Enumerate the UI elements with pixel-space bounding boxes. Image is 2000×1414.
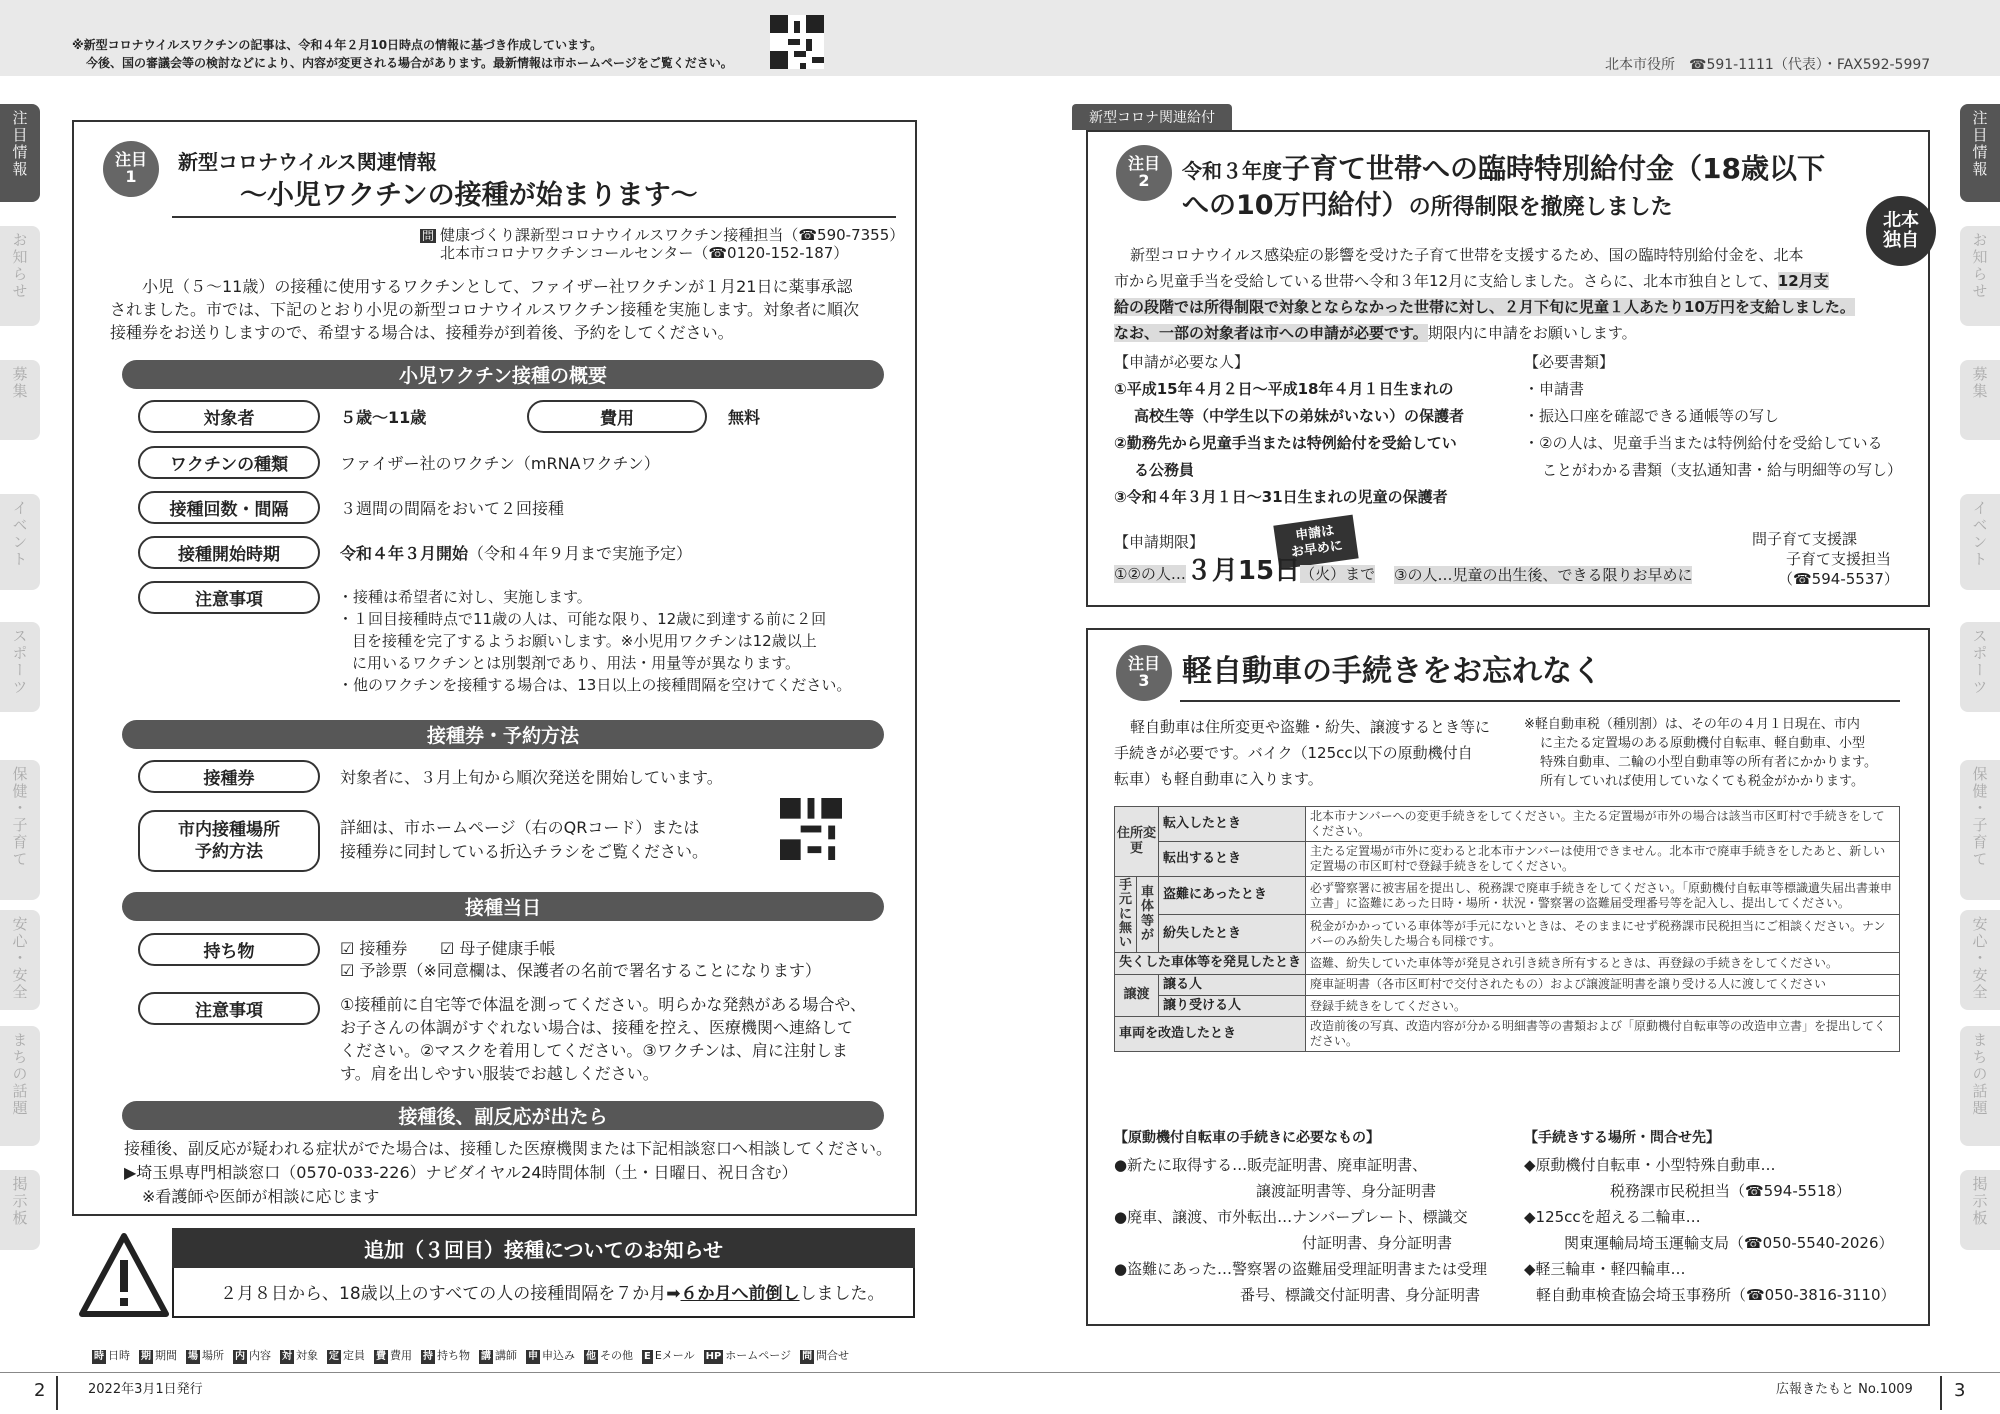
legend-label: 持ち物 xyxy=(437,1349,470,1362)
start-value: 令和４年３月開始（令和４年９月まで実施予定） xyxy=(340,544,693,563)
period-title: 【申請期限】 xyxy=(1114,533,1205,551)
ticket-value: 対象者に、３月上旬から順次発送を開始しています。 xyxy=(340,768,723,787)
legend-label: Eメール xyxy=(654,1349,695,1362)
legend-label: 内容 xyxy=(249,1349,271,1362)
group-header: 車体等が xyxy=(1137,877,1159,953)
tab-right-town[interactable]: まちの話題 xyxy=(1960,1026,2000,1146)
header-contact: 北本市役所 ☎591-1111（代表）・FAX592-5997 xyxy=(1605,57,1931,73)
procedure-table xyxy=(1114,806,1900,1052)
intro-text: 小児（５～11歳）の接種に使用するワクチンとして、ファイザー社ワクチンが１月21日に薬事承認 xyxy=(142,277,853,296)
featured-badge: 注目 1 xyxy=(103,141,159,197)
legend-mark-icon: 時 xyxy=(94,1351,104,1362)
tab-left-featured[interactable]: 注目情報 xyxy=(0,104,40,202)
need2-item: ●廃車、譲渡、市外転出…ナンバープレート、標識交 xyxy=(1114,1208,1468,1226)
contact-line: 北本市コロナワクチンコールセンター（☎0120-152-187） xyxy=(440,244,849,262)
benefit-body: 給の段階では所得制限で対象とならなかった世帯に対し、２月下旬に児童１人あたり10万円を支給しました。 xyxy=(1114,298,1855,316)
caution-text: ・１回目接種時点で11歳の人は、可能な限り、12歳に到達する前に２回 xyxy=(338,610,827,628)
legend-label: 日時 xyxy=(108,1349,130,1362)
booster-title: 追加（３回目）接種についてのお知らせ xyxy=(172,1228,915,1268)
label-pill: 対象者 xyxy=(138,400,320,433)
items-value: ☑ 接種券 xyxy=(340,939,408,958)
row-header: 車両を改造したとき xyxy=(1115,1017,1306,1052)
legend-label: 講師 xyxy=(495,1349,517,1362)
row-cell: 必ず警察署に被害届を提出し、税務課で廃車手続きをしてください。「原動機付自転車等標識遺失届出書兼申立書」に盗難にあった日時・場所・状況・警察署の盗難届受理番号等を記入し、提出してください。 xyxy=(1306,877,1900,915)
legend-item xyxy=(327,1349,365,1364)
page-number-right: 3 xyxy=(1954,1380,1966,1401)
kei-note: 所有していれば使用していなくても税金がかかります。 xyxy=(1540,774,1864,789)
article-title: 軽自動車の手続きをお忘れなく xyxy=(1182,654,1602,689)
row-cell: 盗難、紛失していた車体等が発見され引き続き所有するときは、再登録の手続きをしてください。 xyxy=(1306,953,1900,974)
tab-right-recruit[interactable]: 募集 xyxy=(1960,360,2000,440)
legend-label: 期間 xyxy=(155,1349,177,1362)
tab-left-safety[interactable]: 安心・安全 xyxy=(0,910,40,1010)
after-text: ※看護師や医師が相談に応じます xyxy=(142,1187,380,1206)
caution-text: ・接種は希望者に対し、実施します。 xyxy=(338,588,592,606)
benefit-body: なお、一部の対象者は市への申請が必要です。期限内に申請をお願いします。 xyxy=(1114,324,1637,342)
need2-item: ●盗難にあった…警察署の盗難届受理証明書または受理 xyxy=(1114,1260,1487,1278)
legend-item xyxy=(233,1349,271,1364)
kei-note: ※軽自動車税（種別割）は、その年の４月１日現在、市内 xyxy=(1524,717,1860,732)
section-bar: 小児ワクチン接種の概要 xyxy=(122,360,884,389)
issue-number: 広報きたもと No.1009 xyxy=(1776,1382,1913,1397)
group-header: 住所変更 xyxy=(1115,807,1159,877)
tab-left-health[interactable]: 保健・子育て xyxy=(0,760,40,900)
legend-mark-icon: 他 xyxy=(586,1351,596,1362)
qr-code-icon[interactable] xyxy=(780,798,842,860)
page-number-left: 2 xyxy=(34,1380,46,1401)
row-cell: 改造前後の写真、改造内容が分かる明細書等の書類および「原動機付自転車等の改造申立書」を提出してください。 xyxy=(1306,1017,1900,1052)
intro-text: されました。市では、下記のとおり小児の新型コロナウイルスワクチン接種を実施します。対象者に順次 xyxy=(110,300,859,319)
section-bar: 接種後、副反応が出たら xyxy=(122,1101,884,1130)
icon-legend xyxy=(92,1344,858,1364)
need-item: ③令和４年３月１日～31日生まれの児童の保護者 xyxy=(1114,488,1448,506)
legend-label: 費用 xyxy=(390,1349,412,1362)
row-cell: 北本市ナンバーへの変更手続きをしてください。主たる定置場が市外の場合は該当市区町村で手続きをしてください。 xyxy=(1306,807,1900,842)
legend-item xyxy=(800,1349,849,1364)
booster-text: ２月８日から、18歳以上のすべての人の接種間隔を７か月➡６か月へ前倒ししました。 xyxy=(220,1284,885,1304)
vaccine-value: ファイザー社のワクチン（mRNAワクチン） xyxy=(340,454,660,473)
legend-item xyxy=(704,1349,791,1364)
section-bar: 接種券・予約方法 xyxy=(122,720,884,749)
place-item: 税務課市民税担当（☎594-5518） xyxy=(1610,1182,1851,1200)
table-row xyxy=(1115,877,1900,915)
legend-item xyxy=(584,1349,633,1364)
legend-mark-icon: 問 xyxy=(802,1351,813,1362)
cost-value: 無料 xyxy=(728,408,761,427)
row-header: 紛失したとき xyxy=(1159,915,1306,953)
row-header: 転入したとき xyxy=(1159,807,1306,842)
tab-right-health[interactable]: 保健・子育て xyxy=(1960,760,2000,900)
kei-note: に主たる定置場のある原動機付自転車、軽自動車、小型 xyxy=(1540,736,1866,751)
legend-item xyxy=(139,1349,177,1364)
tab-right-board[interactable]: 掲示板 xyxy=(1960,1170,2000,1250)
need-item: ②勤務先から児童手当または特例給付を受給してい xyxy=(1114,434,1457,452)
contact-line: （☎594-5537） xyxy=(1778,570,1899,588)
row-cell: 廃車証明書（各市区町村で交付されたもの）および譲渡証明書を譲り受ける人に渡してください xyxy=(1306,974,1900,995)
featured-badge: 注目 3 xyxy=(1116,645,1172,701)
legend-mark-icon: HP xyxy=(705,1351,722,1362)
legend-item xyxy=(280,1349,318,1364)
place-title: 【手続きする場所・問合せ先】 xyxy=(1524,1130,1720,1146)
row-cell: 主たる定置場が市外に変わると北本市ナンバーは使用できません。北本市で廃車手続きをしたあと、新しい定置場の市区町村で登録手続きをしてください。 xyxy=(1306,842,1900,877)
category-label: 新型コロナ関連給付 xyxy=(1072,104,1232,130)
kei-body: 転車）も軽自動車に入ります。 xyxy=(1114,770,1323,788)
legend-mark-icon: 期 xyxy=(141,1351,151,1362)
tab-right-news[interactable]: お知らせ xyxy=(1960,226,2000,326)
contact-line: 問子育て支援課 xyxy=(1752,530,1858,548)
docs-title: 【必要書類】 xyxy=(1524,353,1615,371)
docs-item: ことがわかる書類（支払通知書・給与明細等の写し） xyxy=(1542,461,1903,479)
after-text: 接種後、副反応が疑われる症状がでた場合は、接種した医療機関または下記相談窓口へ相談してください。 xyxy=(124,1139,893,1158)
warning-icon xyxy=(78,1230,170,1320)
label-pill: 接種券 xyxy=(138,760,320,793)
count-value: ３週間の間隔をおいて２回接種 xyxy=(340,499,565,518)
legend-mark-icon: E xyxy=(644,1351,651,1362)
legend-item xyxy=(526,1349,575,1364)
legend-item xyxy=(479,1349,517,1364)
label-pill: 市内接種場所 予約方法 xyxy=(138,810,320,872)
place-item: ◆125ccを超える二輪車… xyxy=(1524,1208,1701,1226)
table-row xyxy=(1115,953,1900,974)
docs-item: ・②の人は、児童手当または特例給付を受給している xyxy=(1524,434,1883,452)
row-header: 失くした車体等を発見したとき xyxy=(1115,953,1306,974)
place-item: 関東運輸局埼玉運輸支局（☎050-5540-2026） xyxy=(1564,1234,1894,1252)
legend-mark-icon: 講 xyxy=(481,1351,491,1362)
divider xyxy=(172,216,896,218)
legend-label: 定員 xyxy=(343,1349,365,1362)
legend-label: 申込み xyxy=(542,1349,575,1362)
group-header: 手元に無い xyxy=(1115,877,1137,953)
legend-mark-icon: 持 xyxy=(423,1351,433,1362)
reservation-text: 接種券に同封している折込チラシをご覧ください。 xyxy=(340,842,709,861)
row-cell: 税金がかかっている車体等が手元にないときは、そのままにせず税務課市民税担当にご相談ください。ナンバーのみ紛失した場合も同様です。 xyxy=(1306,915,1900,953)
article-headline: ～小児ワクチンの接種が始まります～ xyxy=(240,180,698,211)
article-title: 新型コロナウイルス関連情報 xyxy=(178,150,437,174)
table-row xyxy=(1115,1017,1900,1052)
legend-item xyxy=(421,1349,470,1364)
day-caution-text: お子さんの体調がすぐれない場合は、接種を控え、医療機関へ連絡して xyxy=(340,1018,853,1037)
caution-text: に用いるワクチンとは別製剤であり、用法・用量等が異なります。 xyxy=(352,654,801,672)
items-value: ☑ 予診票（※同意欄は、保護者の名前で署名することになります） xyxy=(340,961,821,980)
place-item: ◆軽三輪車・軽四輪車… xyxy=(1524,1260,1686,1278)
header-note: ※新型コロナウイルスワクチンの記事は、令和４年２月10日時点の情報に基づき作成しています。 xyxy=(72,38,603,52)
caution-text: 目を接種を完了するようお願いします。※小児用ワクチンは12歳以上 xyxy=(352,632,817,650)
need-item: ①平成15年４月２日～平成18年４月１日生まれの xyxy=(1114,380,1454,398)
contact-line: 問 健康づくり課新型コロナウイルスワクチン接種担当（☎590-7355） xyxy=(422,226,905,244)
after-text: ▶埼玉県専門相談窓口（0570-033-226）ナビダイヤル24時間体制（土・日曜日、祝日含む） xyxy=(124,1163,798,1182)
footer-rule xyxy=(0,1372,2000,1373)
day-caution-text: ください。②マスクを着用してください。③ワクチンは、肩に注射しま xyxy=(340,1041,848,1060)
article-title: への10万円給付）の所得制限を撤廃しました xyxy=(1182,190,1673,221)
period-text: ③の人…児童の出生後、できる限りお早めに xyxy=(1394,566,1693,584)
items-value: ☑ 母子健康手帳 xyxy=(440,939,556,958)
tab-left-news[interactable]: お知らせ xyxy=(0,226,40,326)
kitamoto-original-badge: 北本 独自 xyxy=(1866,196,1936,266)
row-header: 譲る人 xyxy=(1159,974,1306,995)
row-header: 譲り受ける人 xyxy=(1159,995,1306,1016)
legend-label: その他 xyxy=(600,1349,633,1362)
table-row xyxy=(1115,974,1900,995)
legend-item xyxy=(92,1349,130,1364)
row-header: 転出するとき xyxy=(1159,842,1306,877)
row-cell: 登録手続きをしてください。 xyxy=(1306,995,1900,1016)
day-caution-text: す。肩を出しやすい服装でお越しください。 xyxy=(340,1064,659,1083)
legend-mark-icon: 費 xyxy=(376,1351,386,1362)
tab-left-sports[interactable]: スポーツ xyxy=(0,622,40,712)
legend-item xyxy=(186,1349,224,1364)
row-header: 盗難にあったとき xyxy=(1159,877,1306,915)
table-row xyxy=(1115,915,1900,953)
featured-badge: 注目 2 xyxy=(1116,145,1172,201)
header-note: 今後、国の審議会等の検討などにより、内容が変更される場合があります。最新情報は市ホームページをご覧ください。 xyxy=(86,56,733,70)
label-pill: ワクチンの種類 xyxy=(138,446,320,479)
apply-early-bubble: 申請は お早めに xyxy=(1273,515,1358,570)
period-text: ①②の人…３月15日（火）まで xyxy=(1114,556,1376,586)
legend-item xyxy=(374,1349,412,1364)
legend-label: 対象 xyxy=(296,1349,318,1362)
tab-right-sports[interactable]: スポーツ xyxy=(1960,622,2000,712)
tab-right-safety[interactable]: 安心・安全 xyxy=(1960,910,2000,1010)
qr-code-icon[interactable] xyxy=(770,15,824,69)
place-item: ◆原動機付自転車・小型特殊自動車… xyxy=(1524,1156,1776,1174)
label-pill: 持ち物 xyxy=(138,933,320,966)
place-item: 軽自動車検査協会埼玉事務所（☎050-3816-3110） xyxy=(1536,1286,1896,1304)
tab-left-recruit[interactable]: 募集 xyxy=(0,360,40,440)
tab-left-town[interactable]: まちの話題 xyxy=(0,1026,40,1146)
tab-right-event[interactable]: イベント xyxy=(1960,494,2000,590)
need-item: る公務員 xyxy=(1134,461,1195,479)
benefit-body: 市から児童手当を受給している世帯へ令和３年12月に支給しました。さらに、北本市独自として、12月支 xyxy=(1114,272,1829,290)
legend-mark-icon: 対 xyxy=(282,1351,292,1362)
issue-date: 2022年3月1日発行 xyxy=(88,1382,203,1397)
label-pill: 接種回数・間隔 xyxy=(138,491,320,524)
legend-label: 場所 xyxy=(202,1349,224,1362)
tab-right-featured[interactable]: 注目情報 xyxy=(1960,104,2000,202)
legend-mark-icon: 場 xyxy=(188,1351,198,1362)
legend-mark-icon: 申 xyxy=(528,1351,538,1362)
label-pill: 注意事項 xyxy=(138,581,320,614)
divider xyxy=(1180,700,1900,702)
divider xyxy=(1940,1376,1942,1410)
legend-label: ホームページ xyxy=(725,1349,792,1362)
benefit-body: 新型コロナウイルス感染症の影響を受けた子育て世帯を支援するため、国の臨時特別給付金を、北本 xyxy=(1130,246,1804,264)
need2-item: 譲渡証明書等、身分証明書 xyxy=(1256,1182,1437,1200)
need2-item: 付証明書、身分証明書 xyxy=(1302,1234,1453,1252)
group-header: 譲渡 xyxy=(1115,974,1159,1017)
need2-item: ●新たに取得する…販売証明書、廃車証明書、 xyxy=(1114,1156,1428,1174)
contact-line: 子育て支援担当 xyxy=(1786,550,1892,568)
label-pill: 接種開始時期 xyxy=(138,536,320,569)
kei-body: 軽自動車は住所変更や盗難・紛失、譲渡するとき等に xyxy=(1130,718,1491,736)
docs-item: ・申請書 xyxy=(1524,380,1585,398)
intro-text: 接種券をお送りしますので、希望する場合は、接種券が到着後、予約をしてください。 xyxy=(110,323,734,342)
need2-title: 【原動機付自転車の手続きに必要なもの】 xyxy=(1114,1130,1380,1146)
day-caution-text: ①接種前に自宅等で体温を測ってください。明らかな発熱がある場合や、 xyxy=(340,995,867,1014)
target-value: ５歳～11歳 xyxy=(340,408,427,427)
docs-item: ・振込口座を確認できる通帳等の写し xyxy=(1524,407,1780,425)
label-pill: 注意事項 xyxy=(138,992,320,1025)
table-row xyxy=(1115,807,1900,842)
need-item: 高校生等（中学生以下の弟妹がいない）の保護者 xyxy=(1134,407,1465,425)
reservation-text: 詳細は、市ホームページ（右のQRコード）または xyxy=(340,818,700,837)
table-row xyxy=(1115,995,1900,1016)
divider xyxy=(56,1376,58,1410)
section-bar: 接種当日 xyxy=(122,892,884,921)
kei-note: 特殊自動車、二輪の小型自動車等の所有者にかかります。 xyxy=(1540,755,1877,770)
legend-item xyxy=(642,1349,695,1364)
table-row xyxy=(1115,842,1900,877)
need2-item: 番号、標識交付証明書、身分証明書 xyxy=(1240,1286,1481,1304)
legend-mark-icon: 内 xyxy=(235,1351,245,1362)
need-title: 【申請が必要な人】 xyxy=(1114,353,1250,371)
kei-body: 手続きが必要です。バイク（125cc以下の原動機付自 xyxy=(1114,744,1473,762)
legend-label: 問合せ xyxy=(816,1349,850,1362)
caution-text: ・他のワクチンを接種する場合は、13日以上の接種間隔を空けてください。 xyxy=(338,676,852,694)
tab-left-board[interactable]: 掲示板 xyxy=(0,1170,40,1250)
label-pill: 費用 xyxy=(527,400,707,433)
legend-mark-icon: 定 xyxy=(329,1351,339,1362)
article-title: 令和３年度子育て世帯への臨時特別給付金（18歳以下 xyxy=(1182,152,1825,185)
tab-left-event[interactable]: イベント xyxy=(0,494,40,590)
